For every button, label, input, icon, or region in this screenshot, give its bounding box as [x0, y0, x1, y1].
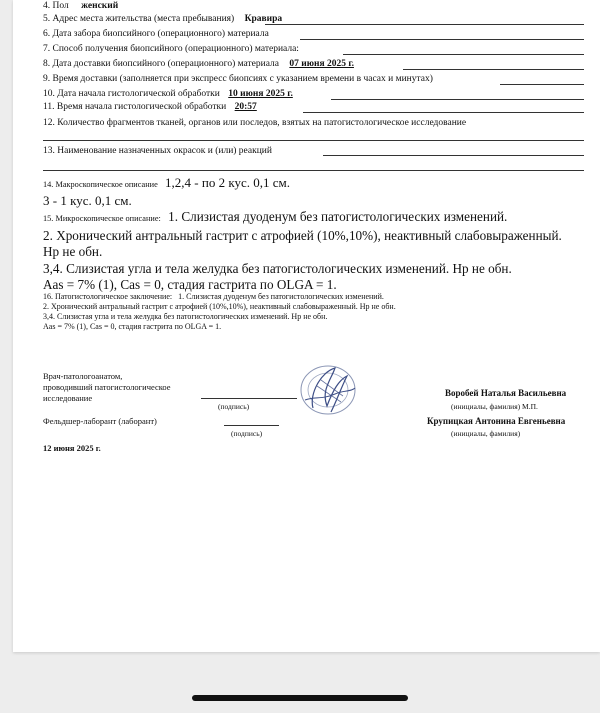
doctor-sign-line	[201, 398, 297, 399]
doctor-role-line-2: проводивший патогистологическое	[43, 382, 171, 392]
conclusion-line-3: 3,4. Слизистая угла и тела желудка без патогистологических изменений. Нр не обн.	[43, 312, 328, 321]
conclusion-label: 16. Патогистологическое заключение:	[43, 292, 173, 301]
conclusion-line-2: 2. Хронический антральный гастрит с атрофией (10%,10%), неактивный слабовыраженный. Нр не обн.	[43, 302, 396, 311]
doctor-name: Воробей Наталья Васильевна	[445, 388, 567, 398]
field-delivery-time-underline	[500, 84, 584, 85]
field-processing-date-value: 10 июня 2025 г.	[228, 89, 293, 99]
micro-line-1: 1. Слизистая дуоденум без патогистологических изменений.	[168, 209, 508, 224]
field-method-label: 7. Способ получения биопсийного (операционного) материала:	[43, 44, 299, 54]
doctor-role-line-1: Врач-патологоанатом,	[43, 371, 123, 381]
field-stains-label: 13. Наименование назначенных окрасок и (или) реакций	[43, 146, 272, 156]
field-fragment-count-label: 12. Количество фрагментов тканей, органов или последов, взятых на патогистологическое исследование	[43, 118, 467, 128]
field-delivery-date-label: 8. Дата доставки биопсийного (операционного) материала	[43, 59, 279, 69]
field-fragment-count	[43, 117, 590, 129]
field-delivery-time-label: 9. Время доставки (заполняется при экспресс биопсиях с указанием времени в часах и минутах)	[43, 74, 433, 84]
field-processing-date-label: 10. Дата начала гистологической обработки	[43, 89, 220, 99]
field-sample-date-label: 6. Дата забора биопсийного (операционного) материала	[43, 29, 269, 39]
field-sex	[43, 0, 590, 12]
field-delivery-date-underline	[403, 69, 584, 70]
lab-sign-caption: (подпись)	[231, 429, 263, 438]
field-processing-time-label: 11. Время начала гистологической обработки	[43, 102, 227, 112]
doctor-name-caption: (инициалы, фамилия) М.П.	[451, 402, 538, 411]
field-sex-value: женский	[81, 1, 119, 11]
micro-line-3: 3,4. Слизистая угла и тела желудка без патогистологических изменений. Нр не обн.	[43, 260, 512, 276]
field-address-value: Кравира	[244, 14, 283, 24]
micro-line-4: Aas = 7% (1), Cas = 0, стадия гастрита по OLGA = 1.	[43, 277, 337, 292]
doctor-sign-caption: (подпись)	[218, 402, 250, 411]
field-delivery-date-value: 07 июня 2025 г.	[289, 59, 354, 69]
doctor-role	[43, 371, 171, 404]
field-method-underline	[343, 54, 584, 55]
document-page	[13, 0, 600, 652]
micro-label: 15. Микроскопическое описание:	[43, 214, 161, 223]
field-address-label: 5. Адрес места жительства (места пребывания)	[43, 14, 235, 24]
macro-line-2: 3 - 1 кус. 0,1 см.	[43, 193, 132, 208]
micro-line-2: 2. Хронический антральный гастрит с атрофией (10%,10%), неактивный слабовыраженный. Нр не обн.	[43, 227, 562, 259]
field-sample-date-underline	[300, 39, 584, 40]
lab-sign-line	[224, 425, 279, 426]
micro-section	[43, 209, 584, 294]
lab-name-caption: (инициалы, фамилия)	[451, 429, 521, 438]
conclusion-line-1: 1. Слизистая дуоденум без патогистологических изменений.	[178, 292, 384, 301]
conclusion-section	[43, 292, 584, 332]
macro-line-1: 1,2,4 - по 2 кус. 0,1 см.	[165, 175, 290, 190]
field-processing-time-value: 20:57	[234, 102, 257, 112]
lab-role: Фельдшер-лаборант (лаборант)	[43, 416, 157, 426]
lab-name: Крупицкая Антонина Евгеньевна	[427, 416, 566, 426]
field-fragment-count-underline	[43, 140, 584, 141]
report-date: 12 июня 2025 г.	[43, 443, 101, 453]
field-stains-underline	[323, 155, 584, 156]
conclusion-line-4: Aas = 7% (1), Cas = 0, стадия гастрита по OLGA = 1.	[43, 322, 222, 331]
macro-section	[43, 175, 584, 209]
macro-label: 14. Макроскопическое описание	[43, 180, 158, 189]
field-sex-label: 4. Пол	[43, 1, 69, 11]
signature-stamp-icon	[291, 360, 361, 420]
field-processing-time-underline	[303, 112, 584, 113]
field-address-underline	[265, 24, 584, 25]
field-processing-date-underline	[331, 99, 584, 100]
home-indicator[interactable]	[192, 695, 408, 701]
field-stains-underline-2	[43, 170, 584, 171]
doctor-role-line-3: исследование	[43, 393, 93, 403]
